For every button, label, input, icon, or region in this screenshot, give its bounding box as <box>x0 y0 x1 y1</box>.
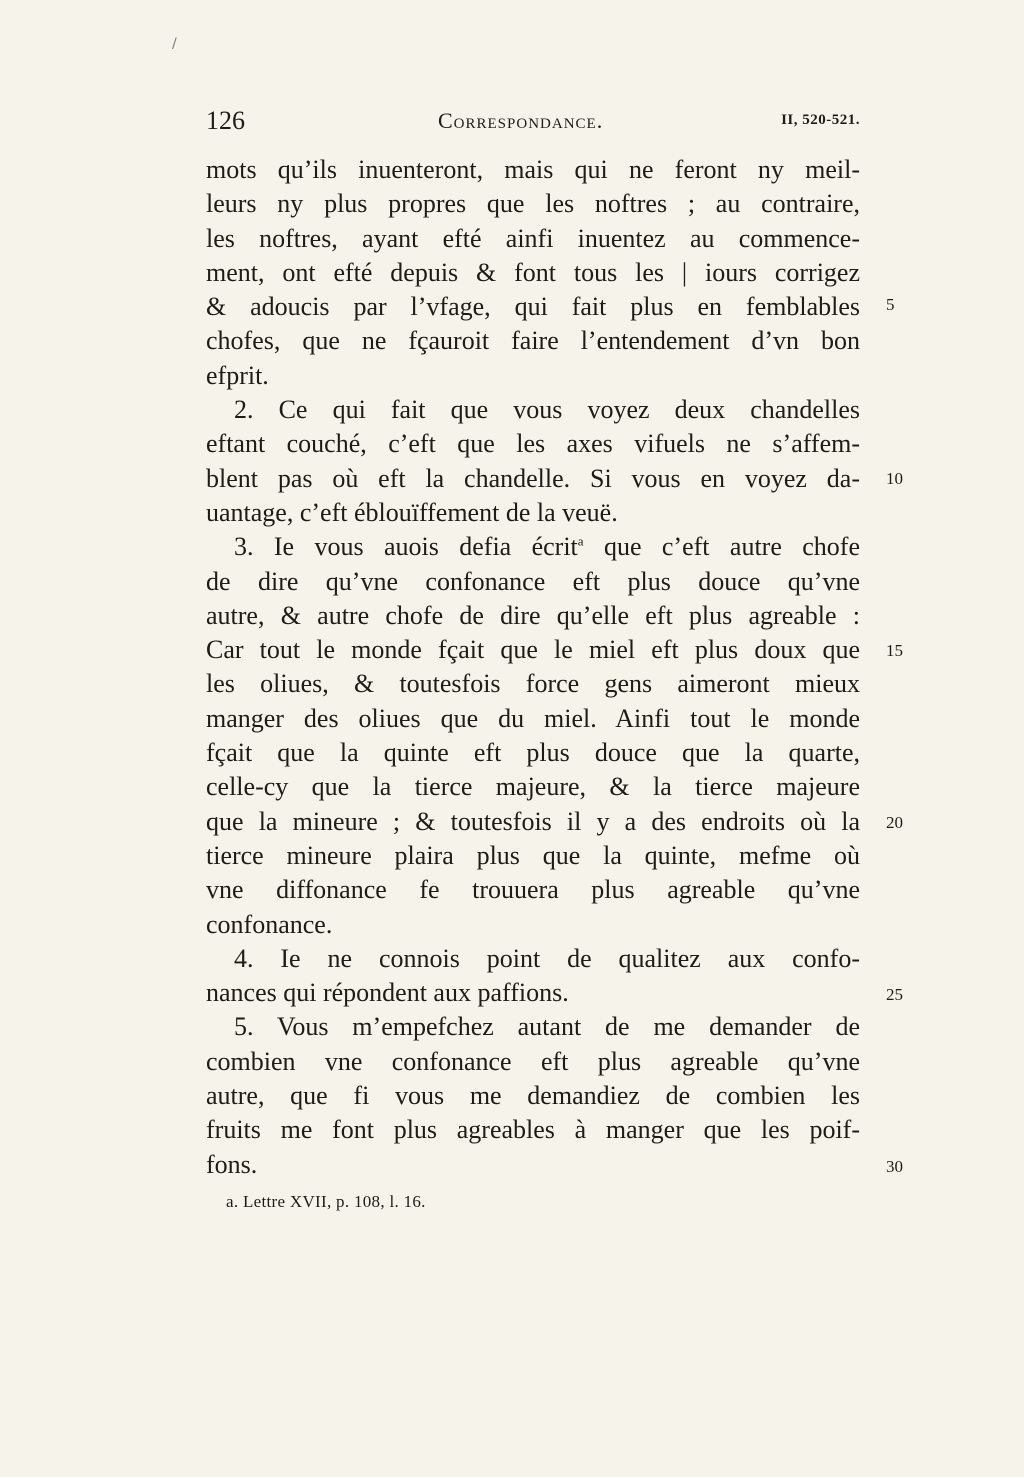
text-line-with-footnote <box>206 530 860 564</box>
text-line: confonance. <box>206 909 333 939</box>
footnote-reference: a <box>577 533 584 549</box>
letter-body <box>206 153 860 1182</box>
volume-reference: II, 520-521. <box>781 112 860 128</box>
text-line: 4. Ie ne connois point de qualitez aux confo- <box>234 943 860 973</box>
text-line: ment, ont efté depuis & font tous les | iours corrigez <box>206 257 860 287</box>
text-line: de dire qu’vne confonance eft plus douce qu’vne <box>206 566 860 596</box>
text-line: les oliues, & toutesfois force gens aimeront mieux <box>206 669 860 699</box>
text-line: leurs ny plus propres que les noftres ; au contraire, <box>206 189 860 219</box>
line-number: 20 <box>886 813 903 832</box>
text-line: fons. <box>206 1149 258 1179</box>
text-line: fruits me font plus agreables à manger que les poif- <box>206 1115 860 1145</box>
text-line: efprit. <box>206 360 269 390</box>
text-line: les noftres, ayant efté ainfi inuentez au commence- <box>206 223 860 253</box>
running-head: Correspondance. <box>438 108 604 133</box>
text-line: mots qu’ils inuenteront, mais qui ne feront ny meil- <box>206 155 860 184</box>
line-number: 30 <box>886 1157 903 1176</box>
text-line: 5. Vous m’empefchez autant de me demander de <box>234 1012 860 1042</box>
text-line: blent pas où eft la chandelle. Si vous en voyez da- <box>206 463 860 493</box>
text-line: celle-cy que la tierce majeure, & la tierce majeure <box>206 772 860 802</box>
text-line-end: que c’eft autre chofe <box>603 532 860 562</box>
line-number: 5 <box>886 295 895 314</box>
text-line: tierce mineure plaira plus que la quinte, mefme où <box>206 840 860 870</box>
text-line: 2. Ce qui fait que vous voyez deux chandelles <box>234 395 860 425</box>
text-line: combien vne confonance eft plus agreable qu’vne <box>206 1046 860 1076</box>
text-line: autre, & autre chofe de dire qu’elle eft plus agreable : <box>206 600 860 630</box>
text-line: eftant couché, c’eft que les axes vifuels ne s’affem- <box>206 429 860 459</box>
text-line-start: 3. Ie vous auois defia écrit <box>234 532 578 562</box>
line-number: 25 <box>886 985 903 1004</box>
line-number: 10 <box>886 469 903 488</box>
text-line: manger des oliues que du miel. Ainfi tout le monde <box>206 703 860 733</box>
text-line: uantage, c’eft éblouïffement de la veuë. <box>206 497 618 527</box>
text-line: autre, que fi vous me demandiez de combien les <box>206 1081 860 1111</box>
page-header <box>206 106 860 140</box>
text-line: & adoucis par l’vfage, qui fait plus en femblables <box>206 292 860 322</box>
text-line: fçait que la quinte eft plus douce que la quarte, <box>206 738 860 768</box>
page-number: 126 <box>206 106 245 135</box>
text-line: nances qui répondent aux paffions. <box>206 978 569 1008</box>
text-line: que la mineure ; & toutesfois il y a des endroits où la <box>206 806 860 836</box>
text-line: chofes, que ne fçauroit faire l’entendement d’vn bon <box>206 326 860 356</box>
stray-mark: / <box>172 36 177 52</box>
line-number: 15 <box>886 641 903 660</box>
text-line: vne diffonance fe trouuera plus agreable qu’vne <box>206 875 860 905</box>
footnote: a. Lettre XVII, p. 108, l. 16. <box>226 1192 426 1211</box>
text-line: Car tout le monde fçait que le miel eft plus doux que <box>206 635 860 665</box>
